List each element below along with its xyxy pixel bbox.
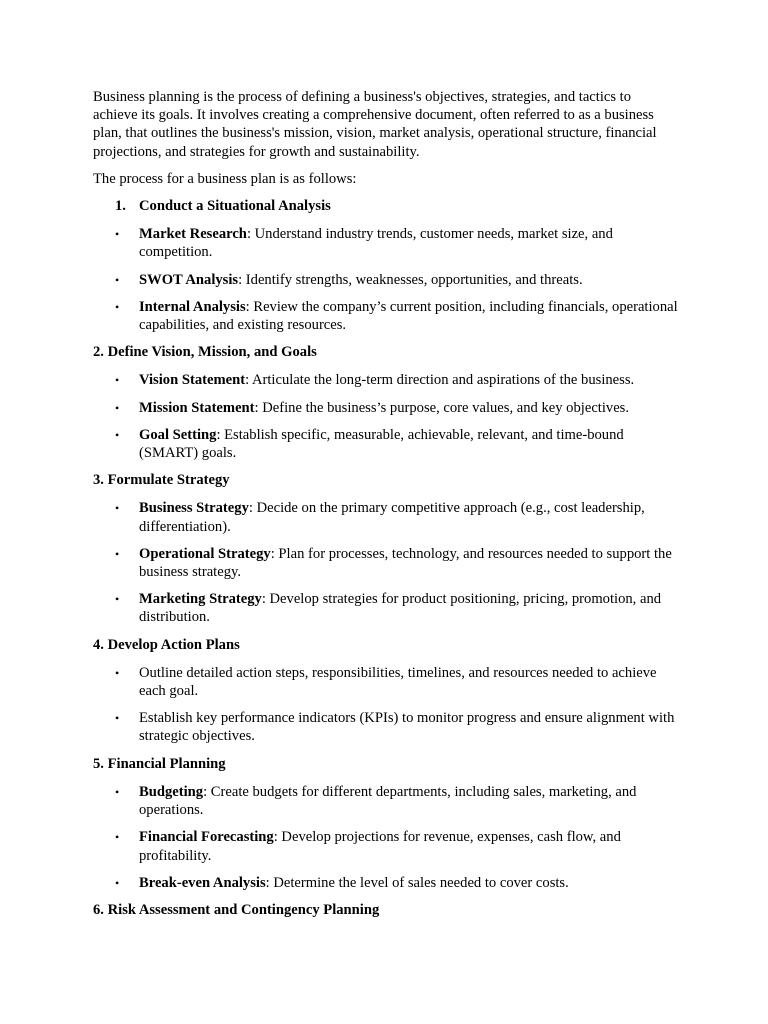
- list-item: [93, 426, 678, 462]
- item-text: : Decide on the primary competitive approach (e.g., cost leadership, differentiation).: [139, 500, 645, 535]
- bullet-icon: •: [115, 592, 120, 607]
- item-term: Break-even Analysis: [139, 874, 266, 891]
- bullet-icon: •: [115, 299, 120, 314]
- item-text: : Develop projections for revenue, expenses, cash flow, and profitability.: [139, 829, 621, 864]
- process-intro: The process for a business plan is as follows:: [93, 170, 357, 187]
- section-title: Conduct a Situational Analysis: [139, 198, 331, 215]
- section-2-list: [93, 371, 678, 462]
- document-page: [93, 88, 678, 929]
- list-item: [93, 225, 678, 261]
- section-1-list: [93, 225, 678, 334]
- section-3-list: [93, 499, 678, 626]
- item-text: : Determine the level of sales needed to cover costs.: [265, 874, 569, 891]
- item-term: Internal Analysis: [139, 298, 246, 315]
- item-text: : Articulate the long-term direction and aspirations of the business.: [245, 372, 635, 389]
- section-heading-5: 5. Financial Planning: [93, 755, 226, 772]
- list-item: [93, 709, 678, 745]
- bullet-icon: •: [115, 875, 120, 890]
- item-term: Goal Setting: [139, 426, 217, 443]
- bullet-icon: •: [115, 427, 120, 442]
- item-text: : Plan for processes, technology, and resources needed to support the business strategy.: [139, 545, 672, 581]
- list-item: [93, 545, 678, 581]
- section-number: 1.: [115, 198, 126, 215]
- list-item: [93, 271, 678, 289]
- item-text: : Identify strengths, weaknesses, opportunities, and threats.: [238, 271, 583, 288]
- bullet-icon: •: [115, 784, 120, 799]
- intro-paragraph: Business planning is the process of defining a business's objectives, strategies, and tactics to achieve its goals. It involves creating a comprehensive document, often referred to as a business plan, that outlines the business's mission, vision, market analysis, operational structure, financial projections, and strategies for growth and sustainability.: [93, 89, 657, 160]
- section-heading-1: [93, 197, 678, 215]
- list-item: [93, 783, 678, 819]
- list-item: [93, 590, 678, 626]
- list-item: [93, 874, 678, 892]
- bullet-icon: •: [115, 227, 120, 242]
- item-text: Establish key performance indicators (KPIs) to monitor progress and ensure alignment with strategic objectives.: [139, 710, 675, 745]
- section-heading-4: 4. Develop Action Plans: [93, 636, 240, 653]
- section-5-list: [93, 783, 678, 892]
- item-term: Market Research: [139, 226, 247, 243]
- section-heading-6: 6. Risk Assessment and Contingency Planning: [93, 901, 380, 918]
- bullet-icon: •: [115, 665, 120, 680]
- item-text: : Create budgets for different departments, including sales, marketing, and operations.: [139, 783, 637, 819]
- item-term: Marketing Strategy: [139, 591, 262, 608]
- section-4-list: [93, 664, 678, 746]
- item-term: SWOT Analysis: [139, 271, 239, 288]
- list-item: [93, 499, 678, 535]
- item-text: : Understand industry trends, customer needs, market size, and competition.: [139, 226, 613, 261]
- bullet-icon: •: [115, 501, 120, 516]
- item-text: : Develop strategies for product positioning, pricing, promotion, and distribution.: [139, 591, 662, 626]
- bullet-icon: •: [115, 400, 120, 415]
- item-text: : Define the business’s purpose, core values, and key objectives.: [254, 399, 630, 416]
- item-text: : Establish specific, measurable, achievable, relevant, and time-bound (SMART) goals.: [139, 426, 624, 462]
- item-term: Business Strategy: [139, 500, 249, 517]
- item-text: Outline detailed action steps, responsibilities, timelines, and resources needed to achieve each goal.: [139, 664, 657, 700]
- list-item: [93, 371, 678, 389]
- list-item: [93, 298, 678, 334]
- list-item: [93, 399, 678, 417]
- item-term: Mission Statement: [139, 399, 255, 416]
- bullet-icon: •: [115, 830, 120, 845]
- bullet-icon: •: [115, 711, 120, 726]
- item-term: Operational Strategy: [139, 545, 271, 562]
- item-term: Budgeting: [139, 783, 204, 800]
- section-heading-3: 3. Formulate Strategy: [93, 472, 230, 489]
- item-term: Vision Statement: [139, 372, 246, 389]
- section-heading-2: 2. Define Vision, Mission, and Goals: [93, 344, 317, 361]
- bullet-icon: •: [115, 546, 120, 561]
- bullet-icon: •: [115, 373, 120, 388]
- list-item: [93, 828, 678, 864]
- list-item: [93, 664, 678, 700]
- bullet-icon: •: [115, 272, 120, 287]
- item-term: Financial Forecasting: [139, 829, 274, 846]
- item-text: : Review the company’s current position, including financials, operational capabilities, and existing resources.: [139, 298, 678, 334]
